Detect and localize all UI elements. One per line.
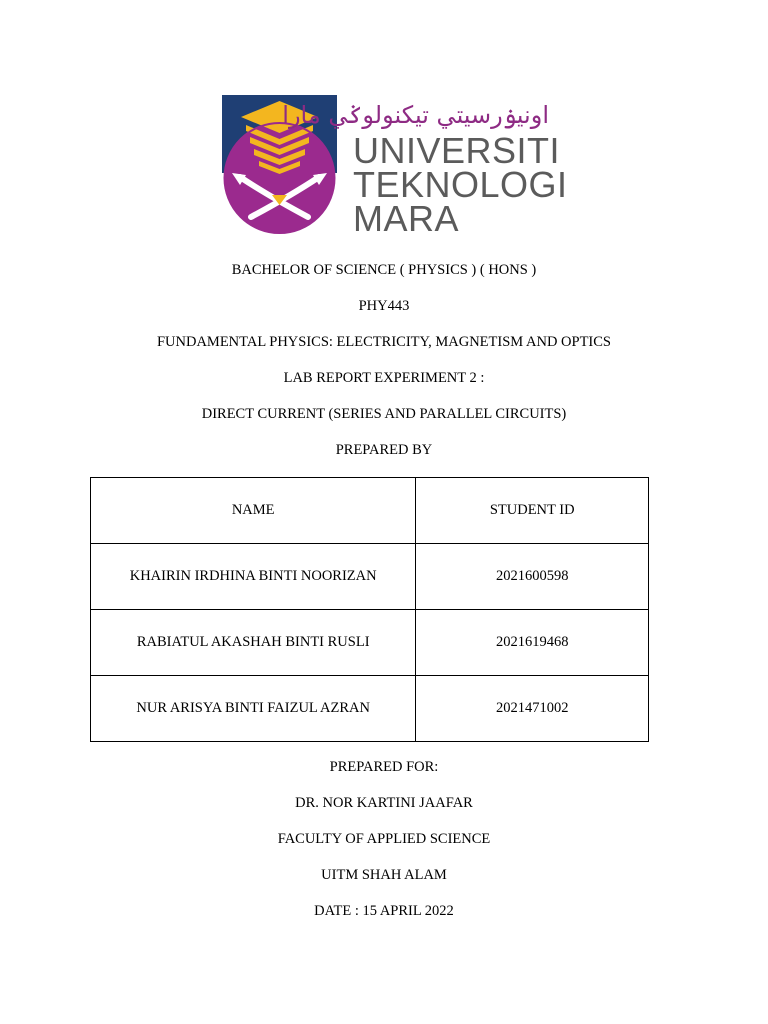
students-table bbox=[90, 477, 649, 742]
table-row bbox=[91, 676, 649, 742]
svg-text:اونيۏرسيتي تيكنولوݢي مارا: اونيۏرسيتي تيكنولوݢي مارا bbox=[282, 101, 549, 129]
uitm-wordmark bbox=[282, 95, 568, 239]
column-header-student-id: STUDENT ID bbox=[416, 478, 649, 544]
uitm-logo bbox=[222, 95, 568, 239]
table-header-row bbox=[91, 478, 649, 544]
course-name: FUNDAMENTAL PHYSICS: ELECTRICITY, MAGNETISM AND OPTICS bbox=[156, 334, 611, 350]
table-row bbox=[91, 610, 649, 676]
report-date: DATE : 15 APRIL 2022 bbox=[314, 903, 454, 919]
student-id-cell: 2021471002 bbox=[416, 676, 649, 742]
lecturer-name: DR. NOR KARTINI JAAFAR bbox=[295, 795, 473, 811]
wordmark-line-universiti: UNIVERSITI bbox=[353, 130, 561, 171]
student-id-cell: 2021600598 bbox=[416, 544, 649, 610]
experiment-title: DIRECT CURRENT (SERIES AND PARALLEL CIRCUITS) bbox=[201, 406, 567, 422]
prepared-for-label: PREPARED FOR: bbox=[329, 759, 439, 775]
student-name-cell: RABIATUL AKASHAH BINTI RUSLI bbox=[91, 610, 416, 676]
column-header-name: NAME bbox=[91, 478, 416, 544]
lab-report-label: LAB REPORT EXPERIMENT 2 : bbox=[283, 370, 485, 386]
student-name-cell: NUR ARISYA BINTI FAIZUL AZRAN bbox=[91, 676, 416, 742]
jawi-script-logo bbox=[282, 95, 549, 133]
table-row bbox=[91, 544, 649, 610]
wordmark-line-mara: MARA bbox=[353, 198, 460, 239]
degree-title: BACHELOR OF SCIENCE ( PHYSICS ) ( HONS ) bbox=[231, 262, 537, 278]
student-name-cell: KHAIRIN IRDHINA BINTI NOORIZAN bbox=[91, 544, 416, 610]
course-code: PHY443 bbox=[358, 298, 410, 314]
faculty-name: FACULTY OF APPLIED SCIENCE bbox=[277, 831, 491, 847]
wordmark-line-teknologi: TEKNOLOGI bbox=[353, 164, 568, 205]
student-id-cell: 2021619468 bbox=[416, 610, 649, 676]
campus-name: UITM SHAH ALAM bbox=[321, 867, 447, 883]
prepared-by-label: PREPARED BY bbox=[335, 442, 433, 458]
